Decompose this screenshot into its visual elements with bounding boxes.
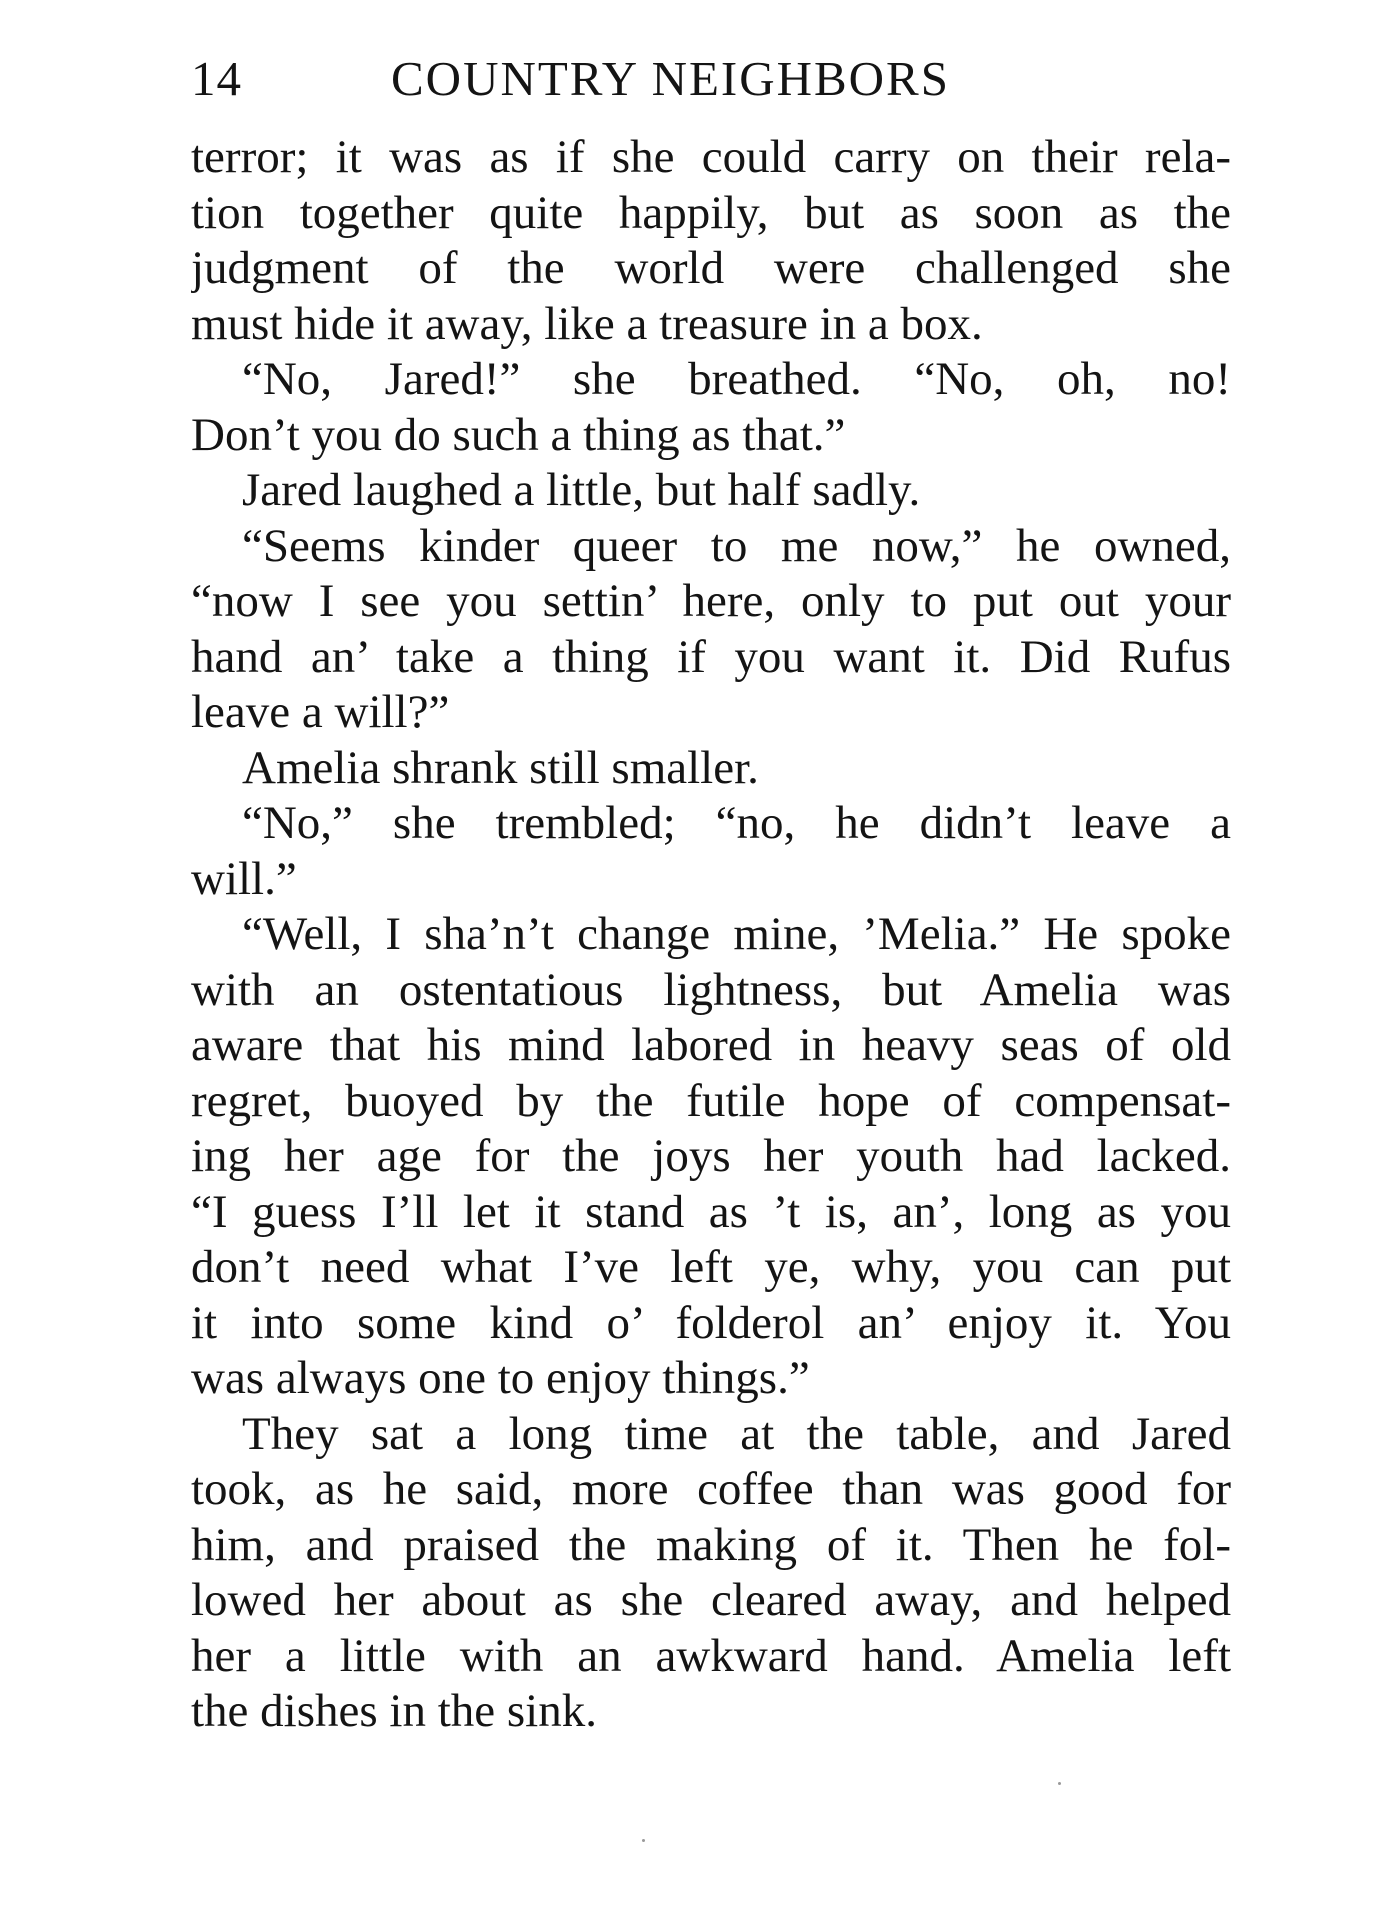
text-line: “now I see you settin’ here, only to put out your [191,575,1231,627]
text-line: Amelia shrank still smaller. [242,741,759,794]
text-line: regret, buoyed by the futile hope of compensat- [191,1074,1231,1127]
page-number: 14 [191,51,242,106]
text-line: lowed her about as she cleared away, and helped [191,1574,1231,1626]
text-line: “No,” she trembled; “no, he didn’t leave a [242,797,1231,849]
text-line: it into some kind o’ folderol an’ enjoy it. You [191,1296,1231,1349]
text-line: terror; it was as if she could carry on their rela- [191,131,1231,183]
text-line: her a little with an awkward hand. Amelia left [191,1629,1231,1682]
text-line: They sat a long time at the table, and Jared [242,1407,1231,1460]
paper-speck [1058,1782,1061,1785]
text-line: tion together quite happily, but as soon as the [191,186,1231,239]
text-line: must hide it away, like a treasure in a box. [191,297,983,350]
text-line: him, and praised the making of it. Then he fol- [191,1518,1231,1571]
text-line: was always one to enjoy things.” [191,1352,810,1404]
text-line: “Seems kinder queer to me now,” he owned, [242,519,1231,572]
text-line: ing her age for the joys her youth had lacked. [191,1130,1231,1182]
text-line: don’t need what I’ve left ye, why, you can put [191,1241,1231,1293]
text-line: judgment of the world were challenged she [191,242,1231,294]
text-line: “No, Jared!” she breathed. “No, oh, no! [242,353,1231,405]
page-header [191,44,1231,114]
text-line: hand an’ take a thing if you want it. Did Rufus [191,630,1231,683]
body-text [191,130,1231,1740]
text-line: will.” [191,852,297,905]
running-title: COUNTRY NEIGHBORS [391,51,950,106]
text-line: “Well, I sha’n’t change mine, ’Melia.” He spoke [242,908,1231,960]
text-line: aware that his mind labored in heavy seas of old [191,1019,1231,1071]
text-line: took, as he said, more coffee than was good for [191,1463,1231,1515]
text-line: with an ostentatious lightness, but Amelia was [191,963,1231,1016]
paper-speck [642,1839,645,1842]
text-line: “I guess I’ll let it stand as ’t is, an’, long as you [191,1185,1231,1238]
text-line: Jared laughed a little, but half sadly. [242,464,921,516]
text-line: leave a will?” [191,686,450,738]
text-line: the dishes in the sink. [191,1685,597,1737]
text-line: Don’t you do such a thing as that.” [191,408,846,461]
